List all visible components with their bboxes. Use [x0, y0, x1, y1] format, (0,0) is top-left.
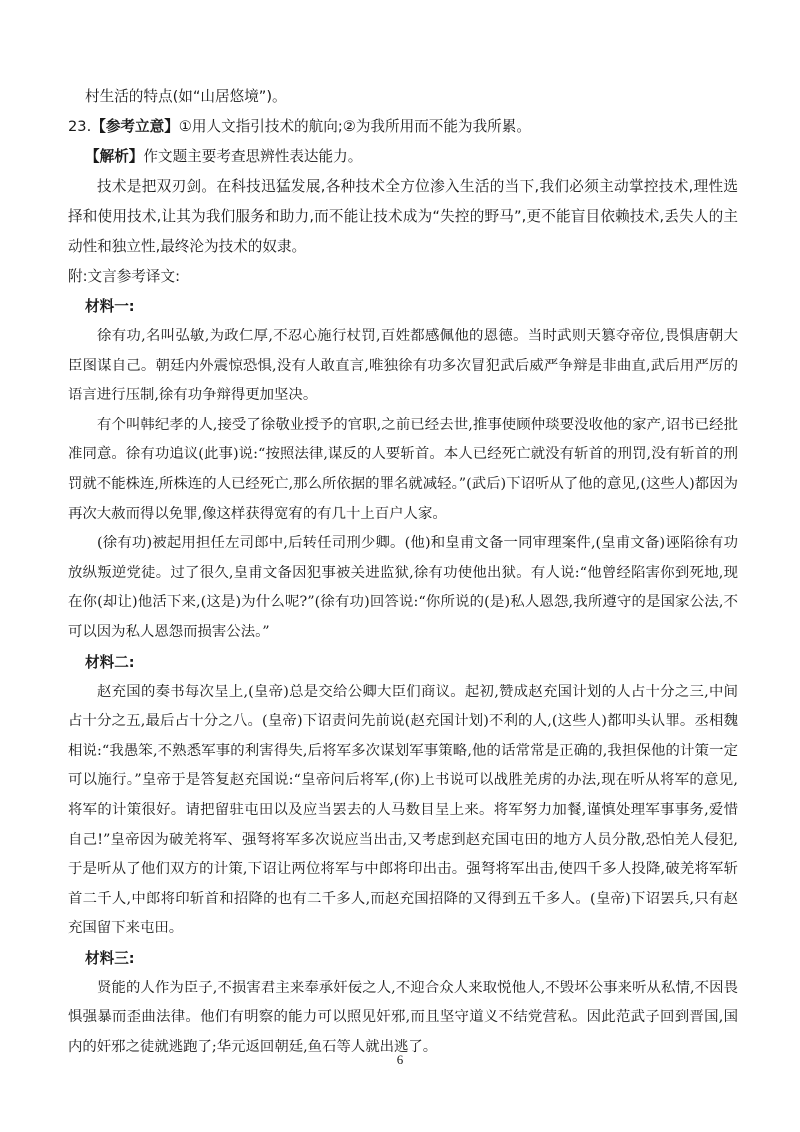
- reference-theme-text: ①用人文指引技术的航向;②为我所用而不能为我所累。: [178, 118, 531, 135]
- appendix-title: 附:文言参考译文:: [68, 268, 180, 285]
- material-one-title: 材料一:: [85, 298, 135, 315]
- document-body: [68, 82, 738, 1063]
- question-23: [68, 112, 738, 142]
- material-three-paragraph-1: 贤能的人作为臣子,不损害君主来奉承奸佞之人,不迎合众人来取悦他人,不毁坏公事来听从私情,不因畏惧强暴而歪曲法律。他们有明察的能力可以照见奸邪,而且坚守道义不结党营私。因此范武子回到晋国,国内的奸邪之徒就逃跑了;华元返回朝廷,鱼石等人就出逃了。: [68, 979, 738, 1056]
- reference-theme-label: 【参考立意】: [91, 118, 179, 135]
- material-two-paragraph-1: 赵充国的奏书每次呈上,(皇帝)总是交给公卿大臣们商议。起初,赞成赵充国计划的人占十分之三,中间占十分之五,最后占十分之八。(皇帝)下诏责问先前说(赵充国计划)不利的人,(这些人)都叩头认罪。丞相魏相说:“我愚笨,不熟悉军事的利害得失,后将军多次谋划军事策略,他的话常常是正确的,我担保他的计策一定可以施行。”皇帝于是答复赵充国说:“皇帝问后将军,(你)上书说可以战胜羌虏的办法,现在听从将军的意见,将军的计策很好。请把留驻屯田以及应当罢去的人马数目呈上来。将军努力加餐,谨慎处理军事事务,爱惜自己!”皇帝因为破羌将军、强弩将军多次说应当出击,又考虑到赵充国屯田的地方人员分散,恐怕羌人侵犯,于是听从了他们双方的计策,下诏让两位将军与中郎将印出击。强弩将军出击,使四千多人投降,破羌将军斩首二千人,中郎将印斩首和招降的也有二千多人,而赵充国招降的又得到五千多人。(皇帝)下诏罢兵,只有赵充国留下来屯田。: [68, 683, 738, 937]
- analysis-heading: [68, 142, 738, 172]
- analysis-label: 【解析】: [85, 148, 144, 165]
- page-number: 6: [396, 1052, 404, 1067]
- analysis-text: 作文题主要考查思辨性表达能力。: [143, 148, 363, 165]
- material-one-paragraph-3: (徐有功)被起用担任左司郎中,后转任司刑少卿。(他)和皇甫文备一同审理案件,(皇甫文备)诬陷徐有功放纵叛逆党徒。过了很久,皇甫文备因犯事被关进监狱,徐有功使他出狱。有人说:“他曾经陷害你到死地,现在你(却让)他活下来,(这是)为什么呢?”(徐有功)回答说:“你所说的(是)私人恩怨,我所遵守的是国家公法,不可以因为私人恩怨而损害公法。”: [68, 535, 738, 640]
- question-number: 23.: [68, 118, 92, 135]
- material-one-paragraph-2: 有个叫韩纪孝的人,接受了徐敬业授予的官职,之前已经去世,推事使顾仲琰要没收他的家产,诏书已经批准同意。徐有功追议(此事)说:“按照法律,谋反的人要斩首。本人已经死亡就没有斩首的刑罚,没有斩首的刑罚就不能株连,所株连的人已经死亡,那么所依据的罪名就减轻。”(武后)下诏听从了他的意见,(这些人)都因为再次大赦而得以免罪,像这样获得宽宥的有几十上百户人家。: [68, 416, 738, 522]
- material-one-paragraph-1: 徐有功,名叫弘敏,为政仁厚,不忍心施行杖罚,百姓都感佩他的恩德。当时武则天篡夺帝位,畏惧唐朝大臣图谋自己。朝廷内外震惊恐惧,没有人敢直言,唯独徐有功多次冒犯武后威严争辩是非曲直,武后用严厉的语言进行压制,徐有功争辩得更加坚决。: [68, 328, 738, 404]
- material-two-title: 材料二:: [85, 653, 135, 671]
- analysis-body: 技术是把双刃剑。在科技迅猛发展,各种技术全方位渗入生活的当下,我们必须主动掌控技术,理性选择和使用技术,让其为我们服务和助力,而不能让技术成为“失控的野马”,更不能盲目依赖技术,丢失人的主动性和独立性,最终沦为技术的奴隶。: [68, 178, 738, 255]
- material-three-title: 材料三:: [85, 949, 135, 967]
- continued-line: 村生活的特点(如“山居悠境”)。: [85, 88, 287, 105]
